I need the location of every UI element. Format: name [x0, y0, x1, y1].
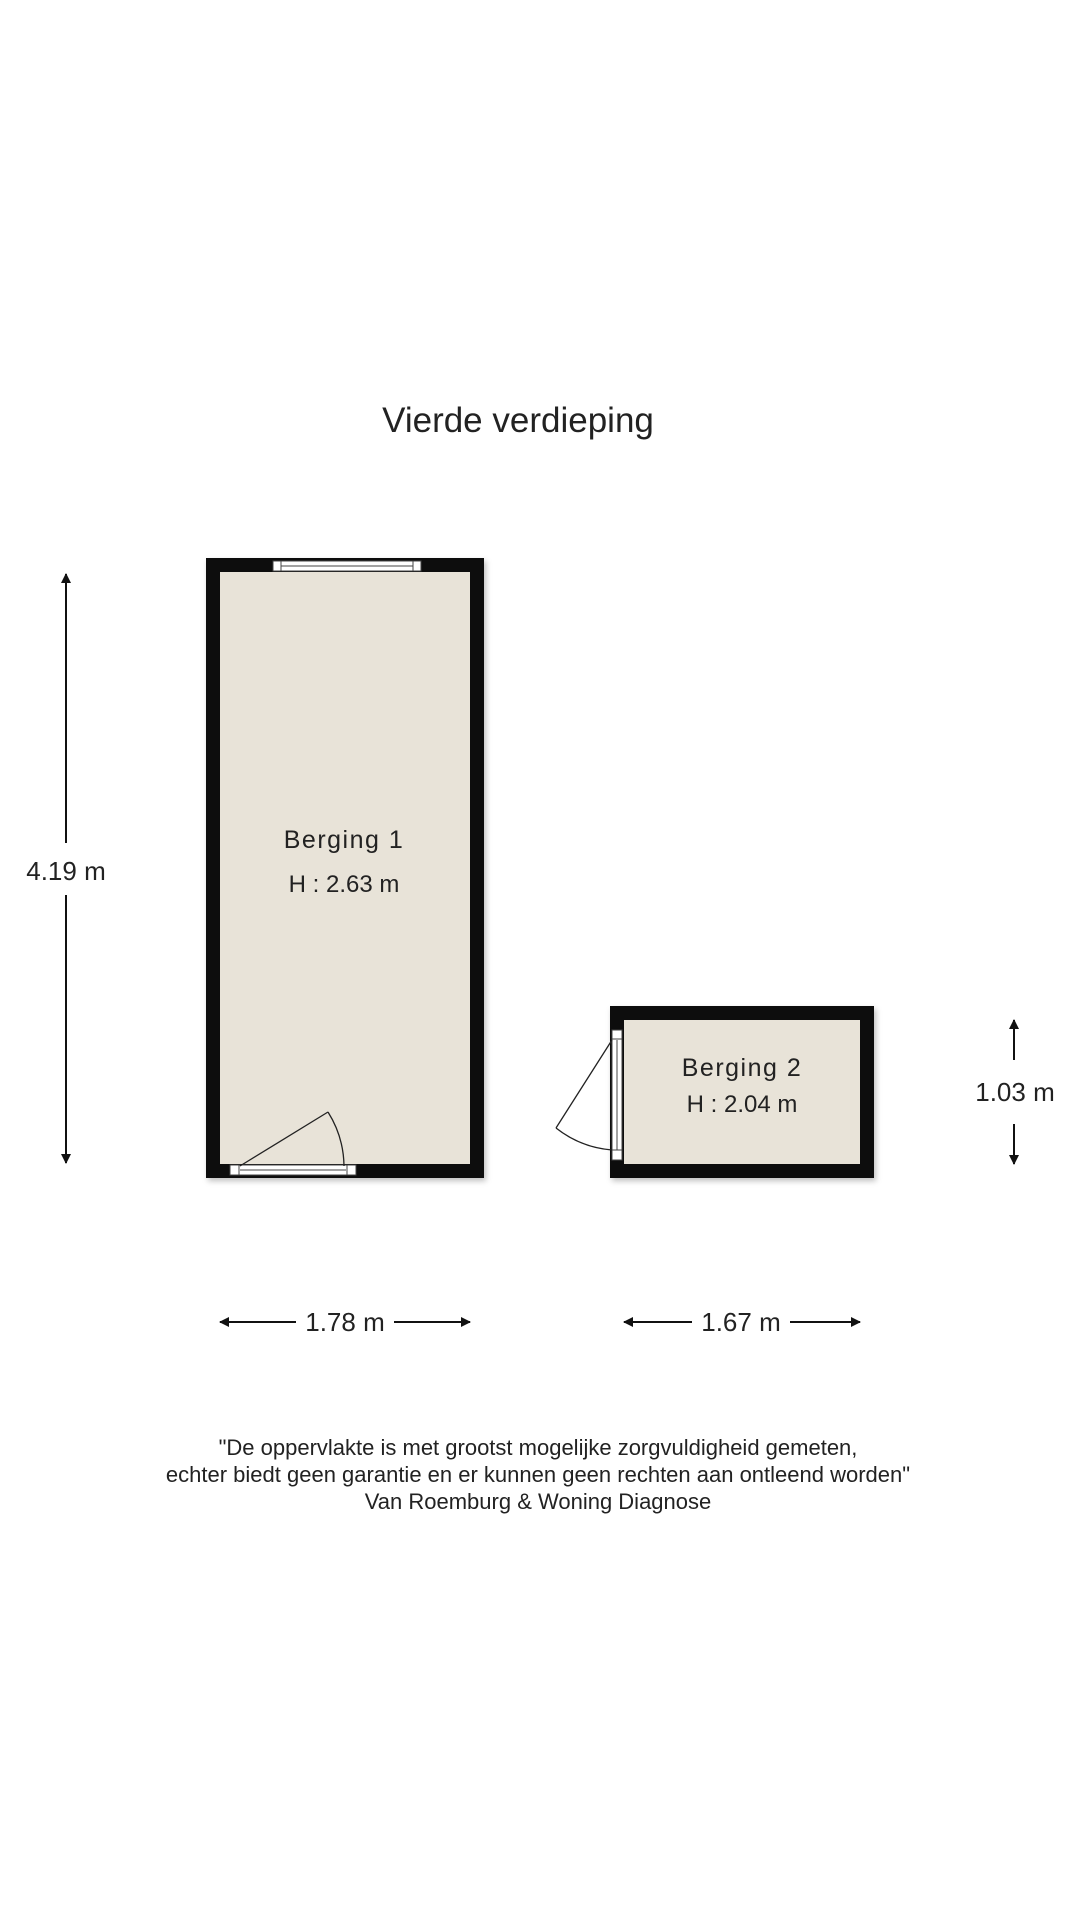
- dimension-berging-1-height: [26, 574, 106, 1163]
- dimension-label: 1.78 m: [305, 1307, 385, 1337]
- room-berging-2: [556, 1006, 874, 1178]
- window-icon: [273, 561, 421, 571]
- dimension-label: 1.03 m: [975, 1077, 1055, 1107]
- room-height-berging-1: H : 2.63 m: [288, 871, 400, 898]
- disclaimer: [166, 1435, 910, 1514]
- disclaimer-line-1: "De oppervlakte is met grootst mogelijke zorgvuldigheid gemeten,: [218, 1435, 858, 1460]
- dimension-label: 4.19 m: [26, 856, 106, 886]
- berging-1-floor: [220, 572, 470, 1164]
- dimension-label: 1.67 m: [701, 1307, 781, 1337]
- floor-title: Vierde verdieping: [382, 401, 654, 440]
- room-berging-1: [206, 558, 484, 1178]
- dimension-berging-2-height: [975, 1020, 1055, 1164]
- dimension-berging-1-width: [220, 1307, 470, 1337]
- door-icon: [556, 1030, 622, 1160]
- dimension-berging-2-width: [624, 1307, 860, 1337]
- room-name-berging-2: Berging 2: [681, 1054, 803, 1082]
- disclaimer-line-2: echter biedt geen garantie en er kunnen geen rechten aan ontleend worden": [165, 1462, 911, 1487]
- room-name-berging-1: Berging 1: [283, 826, 405, 854]
- disclaimer-line-3: Van Roemburg & Woning Diagnose: [364, 1489, 712, 1514]
- room-height-berging-2: H : 2.04 m: [686, 1091, 798, 1118]
